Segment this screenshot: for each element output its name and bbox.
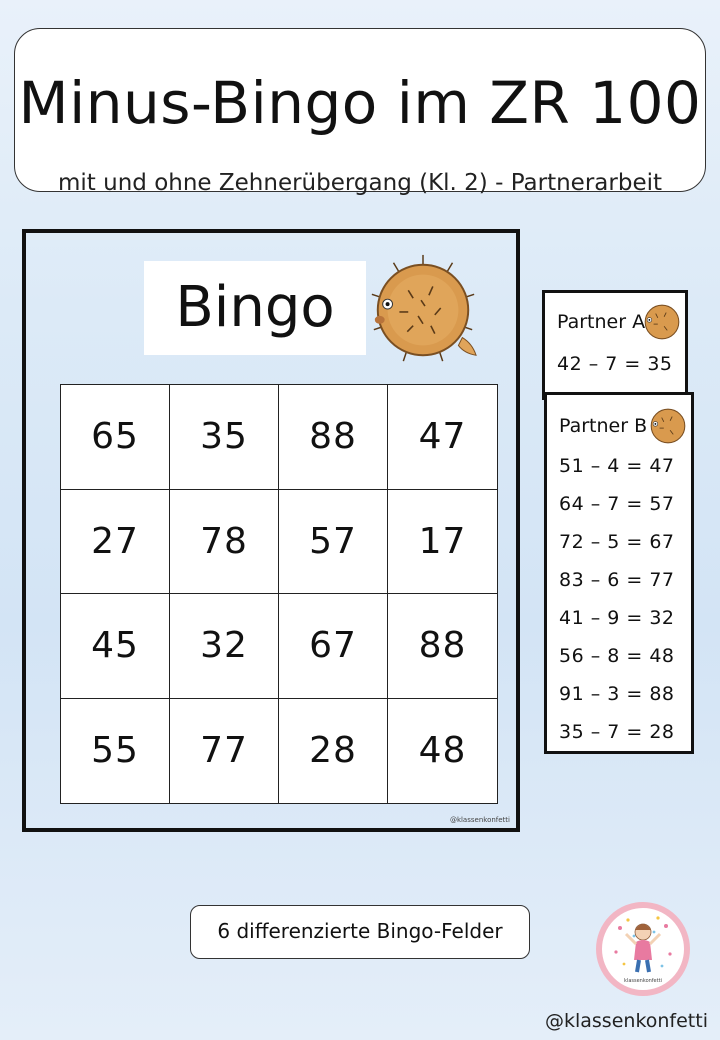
klassenkonfetti-logo: [596, 902, 690, 996]
equation: 42 – 7 = 35: [557, 353, 673, 375]
equation: 83 – 6 = 77: [559, 569, 675, 591]
partner-b-title: Partner B: [559, 415, 648, 437]
bingo-cell[interactable]: 48: [418, 730, 467, 772]
bingo-cell[interactable]: 67: [279, 594, 388, 699]
bingo-grid: [60, 384, 498, 804]
equation: 51 – 4 = 47: [559, 455, 675, 477]
equation: 72 – 5 = 67: [559, 531, 675, 553]
bingo-cell[interactable]: 78: [170, 490, 279, 595]
card-credit: @klassenkonfetti: [449, 816, 510, 824]
equation: 64 – 7 = 57: [559, 493, 675, 515]
equation: 56 – 8 = 48: [559, 645, 675, 667]
bingo-cell[interactable]: 45: [61, 594, 170, 699]
bingo-cell[interactable]: 55: [61, 699, 170, 804]
bingo-banner: [144, 261, 366, 355]
partner-a-title: Partner A: [557, 311, 646, 333]
pufferfish-icon: [641, 301, 683, 343]
pufferfish-icon: [364, 251, 482, 369]
bingo-cell[interactable]: 35: [170, 385, 279, 490]
bingo-cell[interactable]: 57: [279, 490, 388, 595]
title-box: [14, 28, 706, 196]
page-title: Minus-Bingo im ZR 100: [18, 69, 702, 137]
page-subtitle: mit und ohne Zehnerübergang (Kl. 2) - Partnerarbeit: [58, 170, 662, 196]
bingo-cell[interactable]: 47: [388, 385, 497, 490]
bingo-cell[interactable]: 17: [388, 490, 497, 595]
pufferfish-icon: [647, 405, 689, 447]
bingo-cell[interactable]: 27: [61, 490, 170, 595]
footer-label: 6 differenzierte Bingo-Felder: [190, 905, 530, 959]
partner-b-card: [544, 392, 694, 754]
equation: 91 – 3 = 88: [559, 683, 675, 705]
logo-text: klassenkonfetti: [624, 978, 662, 984]
partner-a-card: [542, 290, 688, 400]
social-handle: @klassenkonfetti: [544, 1010, 708, 1032]
bingo-cell[interactable]: 65: [61, 385, 170, 490]
bingo-card: [22, 229, 520, 832]
bingo-cell[interactable]: 77: [170, 699, 279, 804]
bingo-cell[interactable]: 88: [388, 594, 497, 699]
bingo-cell[interactable]: 28: [279, 699, 388, 804]
bingo-cell[interactable]: 32: [170, 594, 279, 699]
equation: 35 – 7 = 28: [559, 721, 675, 743]
bingo-cell[interactable]: 88: [279, 385, 388, 490]
equation: 41 – 9 = 32: [559, 607, 675, 629]
bingo-banner-text: Bingo: [175, 275, 335, 340]
